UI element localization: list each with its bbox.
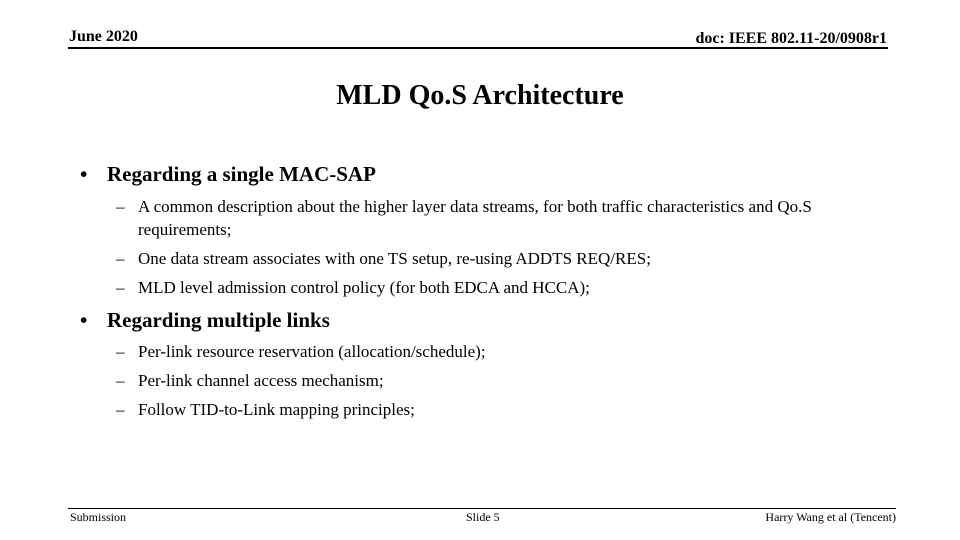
list-item	[116, 195, 876, 241]
list-item	[116, 276, 876, 299]
list-item-text: Per-link resource reservation (allocation/schedule);	[138, 342, 486, 361]
dash-icon: –	[116, 278, 125, 297]
section-heading-text: Regarding multiple links	[107, 308, 330, 332]
section-heading-multiple-links	[80, 308, 330, 333]
footer-submission: Submission	[70, 510, 127, 524]
dash-icon: –	[116, 371, 125, 390]
footer-author: Harry Wang et al (Tencent)	[765, 510, 896, 524]
list-item-text: One data stream associates with one TS setup, re-using ADDTS REQ/RES;	[138, 249, 651, 268]
list-item-text: A common description about the higher layer data streams, for both traffic characteristics and Qo.S requirements;	[138, 197, 812, 239]
footer-divider	[68, 508, 896, 509]
list-item	[116, 398, 876, 421]
list-item-text: MLD level admission control policy (for both EDCA and HCCA);	[138, 278, 590, 297]
bullet-icon: •	[80, 308, 88, 332]
list-item-text: Follow TID-to-Link mapping principles;	[138, 400, 415, 419]
slide-title: MLD Qo.S Architecture	[336, 80, 624, 111]
header-divider	[68, 47, 888, 49]
list-item-text: Per-link channel access mechanism;	[138, 371, 384, 390]
header-date: June 2020	[69, 28, 138, 45]
header-doc-id: doc: IEEE 802.11-20/0908r1	[695, 30, 887, 47]
list-item	[116, 340, 876, 363]
section-heading-mac-sap	[80, 162, 376, 187]
dash-icon: –	[116, 342, 125, 361]
footer-slide-number: Slide 5	[466, 510, 500, 524]
dash-icon: –	[116, 249, 125, 268]
list-item	[116, 247, 876, 270]
bullet-icon: •	[80, 162, 88, 186]
list-item	[116, 369, 876, 392]
section-heading-text: Regarding a single MAC-SAP	[107, 162, 376, 186]
dash-icon: –	[116, 400, 125, 419]
dash-icon: –	[116, 197, 125, 216]
